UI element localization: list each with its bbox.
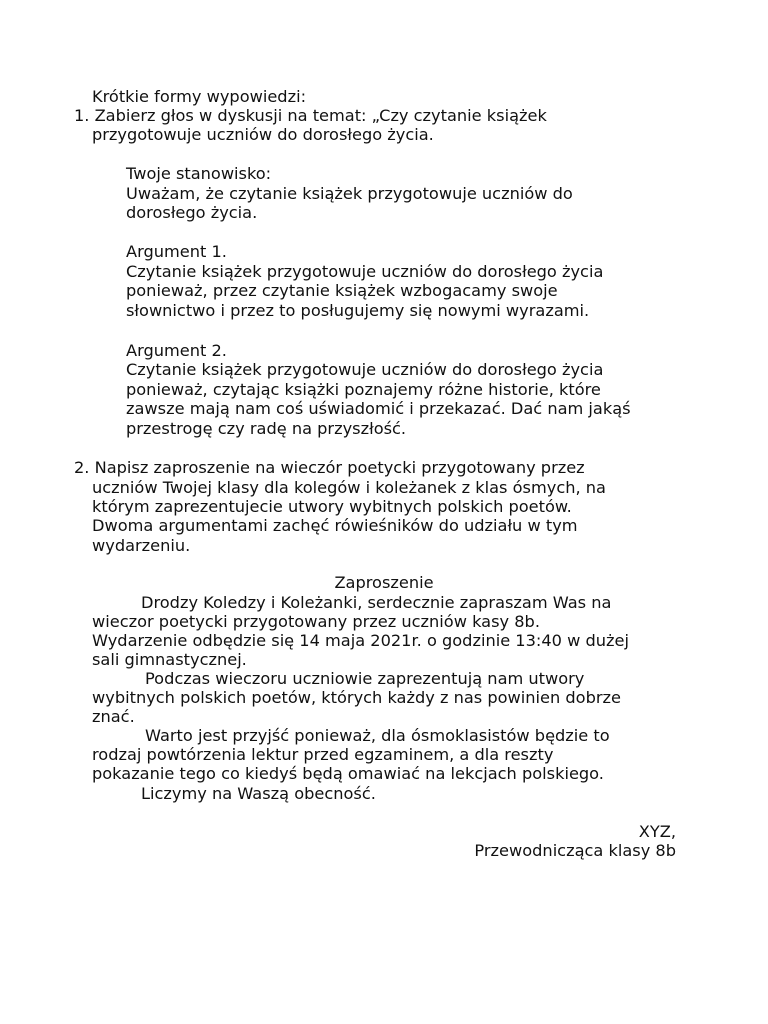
invitation-line: wieczor poetycki przygotowany przez uczniów kasy 8b.	[92, 612, 540, 631]
signature-name: XYZ,	[638, 822, 676, 841]
task2-line: uczniów Twojej klasy dla kolegów i koleżanek z klas ósmych, na	[92, 478, 606, 497]
argument2-line: Czytanie książek przygotowuje uczniów do dorosłego życia	[126, 360, 604, 379]
task2-line: 2. Napisz zaproszenie na wieczór poetycki przygotowany przez	[74, 458, 585, 477]
task2-line: wydarzeniu.	[92, 536, 191, 555]
argument2-line: ponieważ, czytając książki poznajemy różne historie, które	[126, 380, 601, 399]
invitation-line: sali gimnastycznej.	[92, 650, 247, 669]
argument2-label: Argument 2.	[126, 341, 227, 360]
argument1-label: Argument 1.	[126, 242, 227, 261]
invitation-line: wybitnych polskich poetów, których każdy z nas powinien dobrze	[92, 688, 621, 707]
task2-line: którym zaprezentujecie utwory wybitnych polskich poetów.	[92, 497, 572, 516]
stance-label: Twoje stanowisko:	[126, 164, 272, 183]
argument2-line: przestrogę czy radę na przyszłość.	[126, 419, 407, 438]
task2-line: Dwoma argumentami zachęć rówieśników do udziału w tym	[92, 516, 578, 535]
invitation-line: rodzaj powtórzenia lektur przed egzaminem, a dla reszty	[92, 745, 554, 764]
invitation-line: Liczymy na Waszą obecność.	[141, 784, 376, 803]
argument1-line: słownictwo i przez to posługujemy się nowymi wyrazami.	[126, 301, 590, 320]
invitation-line: Drodzy Koledzy i Koleżanki, serdecznie zapraszam Was na	[141, 593, 612, 612]
invitation-line: Warto jest przyjść ponieważ, dla ósmoklasistów będzie to	[145, 726, 610, 745]
invitation-line: pokazanie tego co kiedyś będą omawiać na lekcjach polskiego.	[92, 764, 604, 783]
invitation-line: Podczas wieczoru uczniowie zaprezentują nam utwory	[145, 669, 585, 688]
task1-line: 1. Zabierz głos w dyskusji na temat: „Czy czytanie książek	[74, 106, 547, 125]
invitation-title: Zaproszenie	[334, 573, 434, 592]
signature-role: Przewodnicząca klasy 8b	[474, 841, 676, 860]
intro-heading: Krótkie formy wypowiedzi:	[92, 87, 307, 106]
argument1-line: Czytanie książek przygotowuje uczniów do dorosłego życia	[126, 262, 604, 281]
invitation-line: znać.	[92, 707, 135, 726]
task1-line: przygotowuje uczniów do dorosłego życia.	[92, 125, 434, 144]
stance-line: dorosłego życia.	[126, 203, 258, 222]
argument1-line: ponieważ, przez czytanie książek wzbogacamy swoje	[126, 281, 558, 300]
invitation-line: Wydarzenie odbędzie się 14 maja 2021r. o godzinie 13:40 w dużej	[92, 631, 629, 650]
stance-line: Uważam, że czytanie książek przygotowuje uczniów do	[126, 184, 573, 203]
argument2-line: zawsze mają nam coś uświadomić i przekazać. Dać nam jakąś	[126, 399, 631, 418]
